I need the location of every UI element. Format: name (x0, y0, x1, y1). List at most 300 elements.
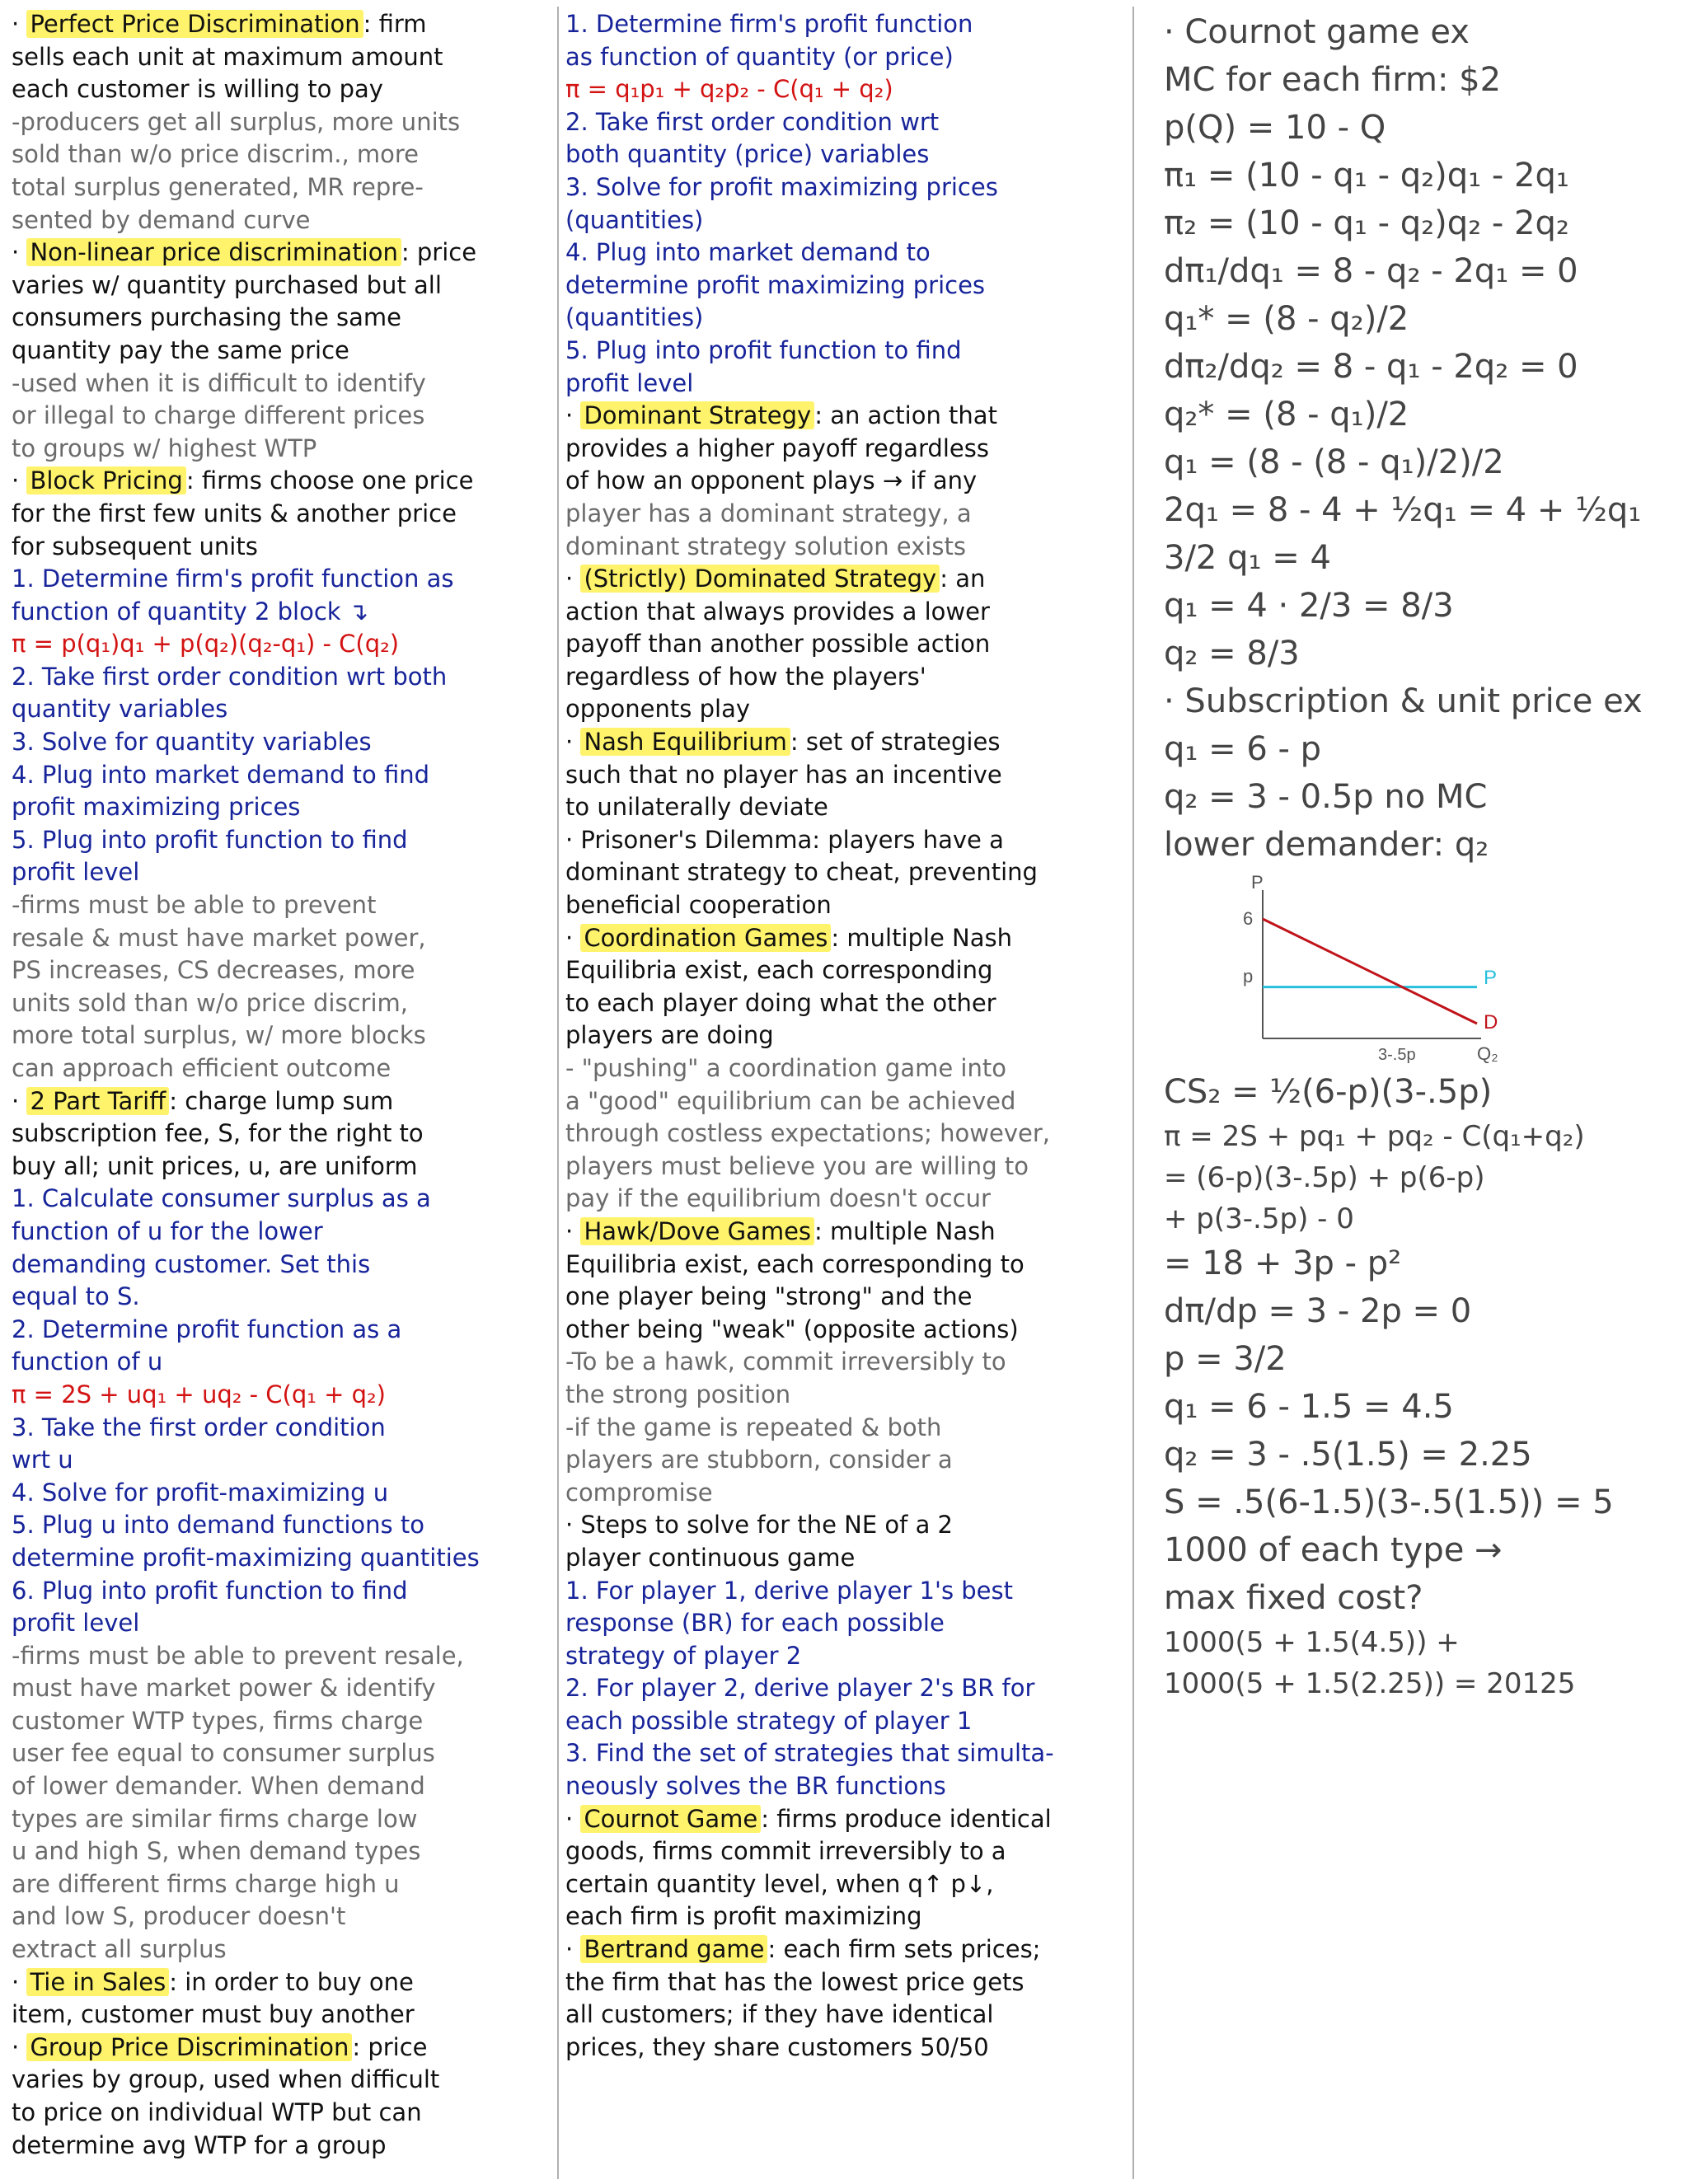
note-text: : firm (363, 10, 427, 38)
note-line (12, 302, 549, 335)
note-text: wrt u (12, 1446, 73, 1474)
example-line: 2q₁ = 8 - 4 + ½q₁ = 4 + ½q₁ (1164, 491, 1642, 529)
example-line: dπ₂/dq₂ = 8 - q₁ - 2q₂ = 0 (1164, 348, 1578, 386)
demand-price-graph (1230, 874, 1510, 1063)
note-line (12, 1052, 549, 1085)
graph-y-tick-p: p (1243, 966, 1254, 987)
note-text: : firms produce identical (761, 1804, 1052, 1833)
note-line (565, 335, 1126, 368)
example-line: q₁ = (8 - (8 - q₁)/2)/2 (1164, 443, 1504, 481)
note-text: : an action that (814, 401, 997, 430)
note-line (12, 628, 549, 661)
note-text: profit maximizing prices (12, 793, 301, 822)
note-text: -firms must be able to prevent resale, (12, 1641, 464, 1670)
note-line (12, 824, 549, 857)
note-text: : in order to buy one (169, 1967, 414, 1996)
note-text: compromise (565, 1478, 713, 1507)
note-line (565, 563, 1126, 596)
graph-x-axis-label: Q₂ (1477, 1043, 1498, 1063)
note-line (12, 693, 549, 726)
note-text: demanding customer. Set this (12, 1249, 371, 1278)
note-line (565, 1640, 1126, 1673)
note-line (565, 1379, 1126, 1412)
note-line (565, 1477, 1126, 1510)
note-line (12, 531, 549, 564)
note-line (565, 1118, 1126, 1151)
note-line (12, 563, 549, 596)
note-line (565, 856, 1126, 889)
highlighted-term: Hawk/Dove Games (580, 1217, 814, 1245)
note-line (12, 171, 549, 204)
note-line (12, 726, 549, 759)
note-line (565, 138, 1126, 171)
bullet-dot: · (12, 1086, 27, 1115)
note-text: strategy of player 2 (565, 1641, 802, 1670)
note-text: to price on individual WTP but can (12, 2098, 422, 2126)
note-line (565, 628, 1126, 661)
note-text: of lower demander. When demand (12, 1772, 425, 1801)
highlighted-term: Bertrand game (580, 1935, 767, 1963)
note-line (12, 138, 549, 171)
note-text: (quantities) (565, 303, 704, 332)
note-line (12, 922, 549, 955)
note-text: of how an opponent plays → if any (565, 466, 978, 495)
example-line: · Subscription & unit price ex (1164, 682, 1643, 720)
note-line (12, 2130, 549, 2163)
note-line (12, 1999, 549, 2032)
note-line (12, 1216, 549, 1249)
note-line (565, 1019, 1126, 1052)
note-text: pay if the equilibrium doesn't occur (565, 1184, 991, 1213)
note-line (565, 661, 1126, 694)
example-line: dπ₁/dq₁ = 8 - q₂ - 2q₁ = 0 (1164, 252, 1578, 290)
note-line (12, 1151, 549, 1183)
example-line: p(Q) = 10 - Q (1164, 109, 1386, 147)
note-text: customer WTP types, firms charge (12, 1706, 424, 1735)
bullet-dot: · (565, 1804, 581, 1833)
highlighted-term: Dominant Strategy (580, 401, 814, 429)
highlighted-term: Group Price Discrimination (26, 2033, 352, 2061)
note-text: players are stubborn, consider a (565, 1446, 953, 1474)
note-text: or illegal to charge different prices (12, 401, 425, 430)
note-text: : multiple Nash (814, 1216, 996, 1245)
note-line (565, 596, 1126, 629)
note-line (12, 2064, 549, 2097)
example-line: q₂ = 3 - 0.5p no MC (1164, 778, 1488, 816)
note-line (12, 596, 549, 629)
note-text: 3. Find the set of strategies that simulta- (565, 1739, 1054, 1768)
note-line (12, 400, 549, 433)
note-line (565, 1314, 1126, 1347)
note-text: and low S, producer doesn't (12, 1902, 346, 1931)
note-line (12, 1019, 549, 1052)
note-line (12, 889, 549, 922)
example-line: q₁* = (8 - q₂)/2 (1164, 300, 1409, 338)
calc-line: max fixed cost? (1164, 1579, 1423, 1617)
note-text: goods, firms commit irreversibly to a (565, 1837, 1006, 1866)
example-line: q₂* = (8 - q₁)/2 (1164, 396, 1409, 434)
note-text: extract all surplus (12, 1935, 227, 1964)
note-text: other being "weak" (opposite actions) (565, 1315, 1019, 1343)
calc-line: CS₂ = ½(6-p)(3-.5p) (1164, 1073, 1493, 1111)
note-line (565, 2032, 1126, 2064)
note-line (12, 106, 549, 139)
note-text: 4. Plug into market demand to find (12, 760, 430, 789)
highlighted-term: (Strictly) Dominated Strategy (580, 565, 940, 593)
note-line (12, 335, 549, 368)
example-line: MC for each firm: $2 (1164, 61, 1502, 99)
note-line (12, 791, 549, 824)
note-line (12, 1933, 549, 1966)
note-line (565, 8, 1126, 41)
note-line (565, 1803, 1126, 1836)
note-text: π = 2S + uq₁ + uq₂ - C(q₁ + q₂) (12, 1380, 386, 1408)
note-text: both quantity (price) variables (565, 140, 930, 169)
note-text: types are similar firms charge low (12, 1804, 418, 1833)
note-text: regardless of how the players' (565, 662, 926, 691)
note-line (565, 106, 1126, 139)
note-line (565, 73, 1126, 106)
note-text: are different firms charge high u (12, 1869, 400, 1898)
note-line (565, 954, 1126, 987)
note-text: such that no player has an incentive (565, 760, 1002, 789)
note-line (565, 1575, 1126, 1608)
notes-column-2 (565, 8, 1126, 2064)
note-line (12, 856, 549, 889)
note-text: : multiple Nash (831, 923, 1013, 952)
note-text: must have market power & identify (12, 1674, 436, 1703)
note-line (565, 269, 1126, 302)
note-text: each customer is willing to pay (12, 75, 383, 104)
note-text: action that always provides a lower (565, 597, 990, 626)
note-text: π = p(q₁)q₁ + p(q₂)(q₂-q₁) - C(q₂) (12, 630, 400, 658)
note-text: consumers purchasing the same (12, 303, 402, 332)
note-text: to unilaterally deviate (565, 793, 828, 822)
note-line (12, 433, 549, 466)
graph-y-axis-label: P (1251, 874, 1264, 893)
graph-x-tick: 3-.5p (1378, 1046, 1416, 1063)
note-line (12, 1379, 549, 1412)
note-line (12, 1542, 549, 1575)
note-line (12, 1900, 549, 1933)
note-text: -if the game is repeated & both (565, 1413, 942, 1441)
subscription-profit-calc (1164, 1068, 1683, 1704)
note-text: -used when it is difficult to identify (12, 368, 426, 397)
note-text: determine avg WTP for a group (12, 2130, 387, 2159)
note-text: player continuous game (565, 1543, 856, 1572)
note-text: 4. Plug into market demand to (565, 238, 931, 267)
note-text: : charge lump sum (169, 1086, 394, 1115)
note-text: as function of quantity (or price) (565, 42, 954, 71)
example-line: q₂ = 8/3 (1164, 635, 1300, 673)
note-line (565, 1966, 1126, 1999)
bullet-dot: · (12, 10, 27, 38)
note-line (565, 1999, 1126, 2032)
note-line (12, 1770, 549, 1803)
note-text: u and high S, when demand types (12, 1837, 421, 1866)
note-line (565, 889, 1126, 922)
note-line (565, 987, 1126, 1020)
note-line (12, 1835, 549, 1868)
note-text: : set of strategies (790, 728, 1001, 757)
example-line: q₁ = 4 · 2/3 = 8/3 (1164, 587, 1454, 625)
note-line (565, 1868, 1126, 1901)
note-line (12, 987, 549, 1020)
note-text: neously solves the BR functions (565, 1772, 946, 1801)
bullet-dot: · (12, 466, 27, 495)
note-text: · Prisoner's Dilemma: players have a (565, 825, 1004, 854)
bullet-dot: · (565, 1935, 581, 1964)
bullet-dot: · (12, 2032, 27, 2061)
calc-line: q₂ = 3 - .5(1.5) = 2.25 (1164, 1436, 1532, 1474)
note-line (565, 1281, 1126, 1314)
note-text: for subsequent units (12, 532, 258, 560)
note-line (12, 1640, 549, 1673)
bullet-dot: · (565, 565, 581, 593)
note-text: varies w/ quantity purchased but all (12, 270, 442, 299)
note-text: a "good" equilibrium can be achieved (565, 1086, 1016, 1115)
note-text: payoff than another possible action (565, 630, 991, 658)
calc-line: 1000 of each type → (1164, 1531, 1503, 1569)
note-text: 3. Take the first order condition (12, 1413, 386, 1441)
note-text: 5. Plug u into demand functions to (12, 1511, 424, 1540)
note-line (565, 1183, 1126, 1216)
note-line (565, 1509, 1126, 1542)
note-text: : an (940, 565, 986, 593)
note-line (12, 8, 549, 41)
note-text: -producers get all surplus, more units (12, 107, 461, 136)
note-text: 2. Take first order condition wrt both (12, 662, 448, 691)
note-line (565, 1737, 1126, 1770)
note-text: 2. Determine profit function as a (12, 1315, 402, 1343)
note-text: : price (352, 2032, 428, 2061)
note-text: provides a higher payoff regardless (565, 434, 989, 462)
note-line (12, 1607, 549, 1640)
note-text: to each player doing what the other (565, 988, 996, 1017)
note-text: players must believe you are willing to (565, 1151, 1029, 1180)
note-text: profit level (565, 368, 694, 397)
note-text: resale & must have market power, (12, 923, 426, 952)
note-line (12, 1966, 549, 1999)
note-text: 3. Solve for profit maximizing prices (565, 172, 998, 201)
notes-column-3 (1164, 8, 1683, 1704)
note-line (12, 759, 549, 792)
note-text: for the first few units & another price (12, 499, 457, 527)
note-line (12, 368, 549, 401)
calc-line: q₁ = 6 - 1.5 = 4.5 (1164, 1388, 1454, 1426)
note-line (12, 269, 549, 302)
note-line (565, 1216, 1126, 1249)
note-line (12, 465, 549, 498)
note-line (12, 204, 549, 237)
note-text: (quantities) (565, 205, 704, 234)
note-text: Equilibria exist, each corresponding (565, 956, 993, 985)
highlighted-term: Tie in Sales (26, 1968, 169, 1996)
note-line (565, 1542, 1126, 1575)
note-text: -firms must be able to prevent (12, 891, 377, 920)
highlighted-term: Non-linear price discrimination (26, 238, 401, 266)
note-line (12, 1672, 549, 1705)
note-line (565, 433, 1126, 466)
note-line (12, 661, 549, 694)
note-line (565, 1705, 1126, 1738)
note-line (12, 1183, 549, 1216)
calc-line: = (6-p)(3-.5p) + p(6-p) (1164, 1161, 1485, 1194)
note-line (565, 41, 1126, 74)
note-text: varies by group, used when difficult (12, 2065, 440, 2094)
note-line (565, 1933, 1126, 1966)
note-line (565, 171, 1126, 204)
note-line (565, 1151, 1126, 1183)
note-text: the strong position (565, 1380, 791, 1408)
note-text: 5. Plug into profit function to find (565, 335, 962, 364)
note-text: each possible strategy of player 1 (565, 1706, 973, 1735)
note-text: 1. For player 1, derive player 1's best (565, 1576, 1013, 1605)
bullet-dot: · (12, 238, 27, 267)
example-line: π₁ = (10 - q₁ - q₂)q₁ - 2q₁ (1164, 157, 1569, 194)
graph-demand-label: D (1484, 1011, 1498, 1033)
note-line (565, 400, 1126, 433)
highlighted-term: Coordination Games (580, 924, 831, 952)
bullet-dot: · (565, 401, 581, 430)
note-text: more total surplus, w/ more blocks (12, 1021, 426, 1050)
note-line (12, 1412, 549, 1445)
note-line (565, 1085, 1126, 1118)
note-text: π = q₁p₁ + q₂p₂ - C(q₁ + q₂) (565, 75, 893, 104)
note-line (12, 1477, 549, 1510)
note-text: 4. Solve for profit-maximizing u (12, 1478, 389, 1507)
note-line (565, 922, 1126, 955)
example-line: π₂ = (10 - q₁ - q₂)q₂ - 2q₂ (1164, 204, 1569, 242)
cournot-and-subscription-examples (1164, 8, 1683, 869)
graph-demand-line (1263, 919, 1477, 1024)
note-line (565, 465, 1126, 498)
highlighted-term: Block Pricing (26, 466, 185, 494)
bullet-dot: · (12, 1967, 27, 1996)
note-text: dominant strategy solution exists (565, 532, 966, 560)
note-text: function of u (12, 1347, 163, 1376)
highlighted-term: Nash Equilibrium (580, 728, 790, 756)
note-text: beneficial cooperation (565, 891, 832, 920)
note-line (565, 791, 1126, 824)
note-line (12, 41, 549, 74)
note-text: determine profit maximizing prices (565, 270, 986, 299)
note-text: units sold than w/o price discrim, (12, 988, 408, 1017)
note-text: 2. Take first order condition wrt (565, 107, 940, 136)
note-text: item, customer must buy another (12, 2000, 415, 2029)
note-text: 3. Solve for quantity variables (12, 728, 372, 757)
note-line (12, 2032, 549, 2064)
note-line (565, 1607, 1126, 1640)
note-line (565, 1835, 1126, 1868)
note-text: subscription fee, S, for the right to (12, 1119, 424, 1148)
note-text: the firm that has the lowest price gets (565, 1967, 1025, 1996)
note-text: certain quantity level, when q↑ p↓, (565, 1869, 994, 1898)
column-divider-right (1132, 7, 1134, 2179)
note-line (565, 302, 1126, 335)
note-line (12, 1085, 549, 1118)
note-line (565, 693, 1126, 726)
bullet-dot: · (565, 728, 581, 757)
note-line (565, 759, 1126, 792)
note-line (565, 1770, 1126, 1803)
note-text: function of quantity 2 block ↴ (12, 597, 369, 626)
note-line (565, 498, 1126, 531)
note-text: total surplus generated, MR repre- (12, 172, 424, 201)
note-line (12, 1346, 549, 1379)
note-text: - "pushing" a coordination game into (565, 1054, 1006, 1082)
note-text: function of u for the lower (12, 1216, 323, 1245)
note-text: buy all; unit prices, u, are uniform (12, 1151, 418, 1180)
note-text: player has a dominant strategy, a (565, 499, 972, 527)
note-text: 1. Determine firm's profit function as (12, 565, 454, 593)
note-text: : each firm sets prices; (767, 1935, 1041, 1964)
calc-line: p = 3/2 (1164, 1340, 1287, 1378)
note-text: · Steps to solve for the NE of a 2 (565, 1511, 954, 1540)
note-line (565, 726, 1126, 759)
note-line (12, 1868, 549, 1901)
note-line (565, 368, 1126, 401)
note-line (12, 498, 549, 531)
example-line: 3/2 q₁ = 4 (1164, 539, 1331, 577)
calc-line: 1000(5 + 1.5(2.25)) = 20125 (1164, 1667, 1576, 1700)
note-line (12, 1509, 549, 1542)
note-text: -To be a hawk, commit irreversibly to (565, 1347, 1006, 1376)
note-text: : price (401, 238, 477, 267)
highlighted-term: Perfect Price Discrimination (26, 10, 363, 38)
note-text: user fee equal to consumer surplus (12, 1739, 435, 1768)
notes-column-1 (12, 8, 549, 2162)
note-text: 6. Plug into profit function to find (12, 1576, 408, 1605)
note-line (12, 237, 549, 269)
note-line (12, 1705, 549, 1738)
note-line (12, 2097, 549, 2130)
highlighted-term: 2 Part Tariff (26, 1087, 169, 1115)
note-line (565, 824, 1126, 857)
graph-price-label: P (1484, 967, 1498, 989)
highlighted-term: Cournot Game (580, 1805, 761, 1833)
note-text: 1. Calculate consumer surplus as a (12, 1184, 431, 1213)
bullet-dot: · (565, 1216, 581, 1245)
calc-line: + p(3-.5p) - 0 (1164, 1202, 1354, 1235)
note-text: response (BR) for each possible (565, 1609, 945, 1638)
note-line (565, 1412, 1126, 1445)
note-text: through costless expectations; however, (565, 1119, 1050, 1148)
note-text: players are doing (565, 1021, 774, 1050)
graph-y-tick-6: 6 (1243, 908, 1254, 929)
note-text: opponents play (565, 695, 750, 724)
note-line (12, 1575, 549, 1608)
note-line (12, 1118, 549, 1151)
note-text: sented by demand curve (12, 205, 311, 234)
note-line (12, 1737, 549, 1770)
note-line (565, 531, 1126, 564)
note-line (565, 237, 1126, 269)
note-text: 1. Determine firm's profit function (565, 10, 973, 38)
note-line (12, 73, 549, 106)
note-text: prices, they share customers 50/50 (565, 2032, 989, 2061)
note-text: profit level (12, 858, 140, 887)
note-line (12, 1803, 549, 1836)
note-text: sells each unit at maximum amount (12, 42, 443, 71)
note-line (565, 1672, 1126, 1705)
note-text: 5. Plug into profit function to find (12, 825, 408, 854)
bullet-dot: · (565, 923, 581, 952)
note-text: one player being "strong" and the (565, 1282, 973, 1311)
example-line: q₁ = 6 - p (1164, 730, 1322, 768)
note-line (12, 1281, 549, 1314)
note-text: Equilibria exist, each corresponding to (565, 1249, 1025, 1278)
